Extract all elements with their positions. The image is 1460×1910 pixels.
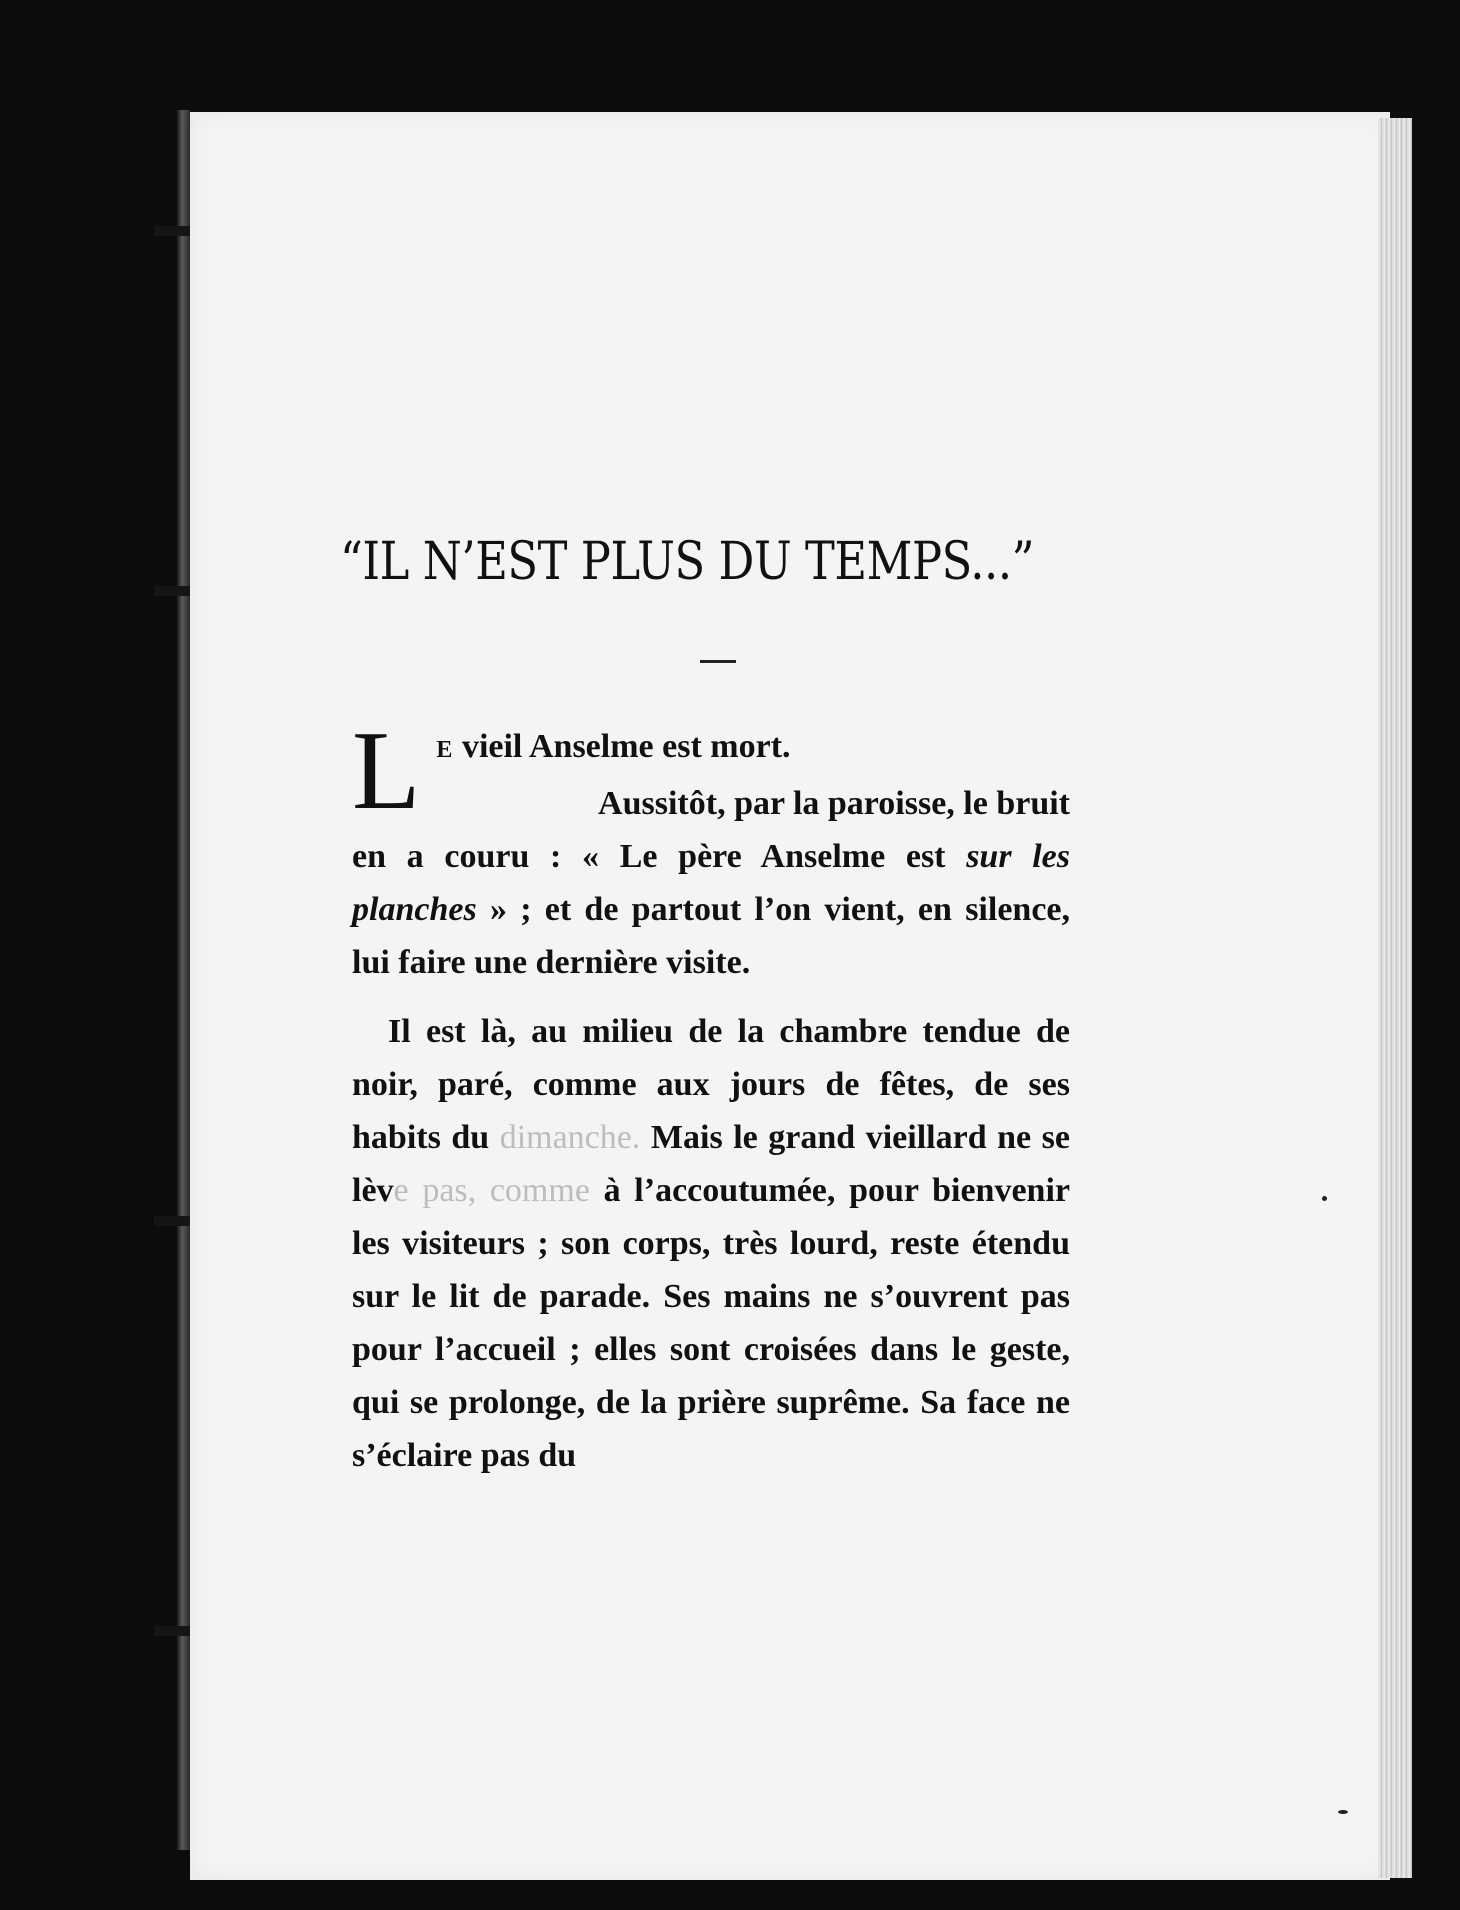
scan-right-border <box>1412 0 1460 1910</box>
italic-phrase: sur les planches <box>352 838 1071 928</box>
paragraph-1-before-quote: en a couru : « Le père Anselme est <box>352 838 967 875</box>
paragraph-1-after-quote: » ; et de partout l’on vient, en silence, lui faire une dernière visite. <box>352 891 1070 981</box>
paragraph-2 <box>352 1005 1070 1482</box>
drop-cap: L <box>352 709 421 833</box>
scan-speck <box>1322 1196 1327 1201</box>
scan-speck <box>1338 1810 1348 1814</box>
paragraph-2-text-3: à l’accoutumée, pour bienvenir les visiteurs ; son corps, très lourd, reste étendu sur le lit de parade. Ses mains ne s’ouvrent pas pour l’accueil ; elles sont croisées dans le geste, qui se prolonge, de la prière suprême. Sa face ne s’éclaire pas du <box>352 1172 1070 1474</box>
book-binding-edge <box>177 110 190 1850</box>
faded-text: dimanche. <box>499 1119 641 1156</box>
page-stack-edge <box>1378 118 1412 1878</box>
small-cap-letter: E <box>436 737 454 763</box>
title-separator <box>700 660 736 663</box>
scan-top-border <box>0 0 1460 112</box>
paragraph-1-rest <box>352 838 1070 981</box>
paragraph-1-first-line <box>352 720 1070 777</box>
body-text <box>352 709 1071 1482</box>
paragraph-1 <box>352 709 1071 989</box>
chapter-title: “IL N’EST PLUS DU TEMPS...” <box>340 532 1035 592</box>
paragraph-2-text-1: Il est là, au milieu de la chambre tendue de noir, paré, comme aux jours de fêtes, de ses habits du <box>352 1013 1070 1156</box>
paragraph-1-first-line-text: vieil Anselme est mort. <box>453 728 791 765</box>
faded-text: e pas, comme <box>393 1172 590 1209</box>
paragraph-2-text-2: Mais le grand vieillard ne se lèv <box>352 1119 1070 1209</box>
scan-left-border <box>0 0 190 1910</box>
scan-bottom-border <box>0 1880 1460 1910</box>
paragraph-1-second-line: Aussitôt, par la paroisse, le bruit <box>598 785 1070 822</box>
